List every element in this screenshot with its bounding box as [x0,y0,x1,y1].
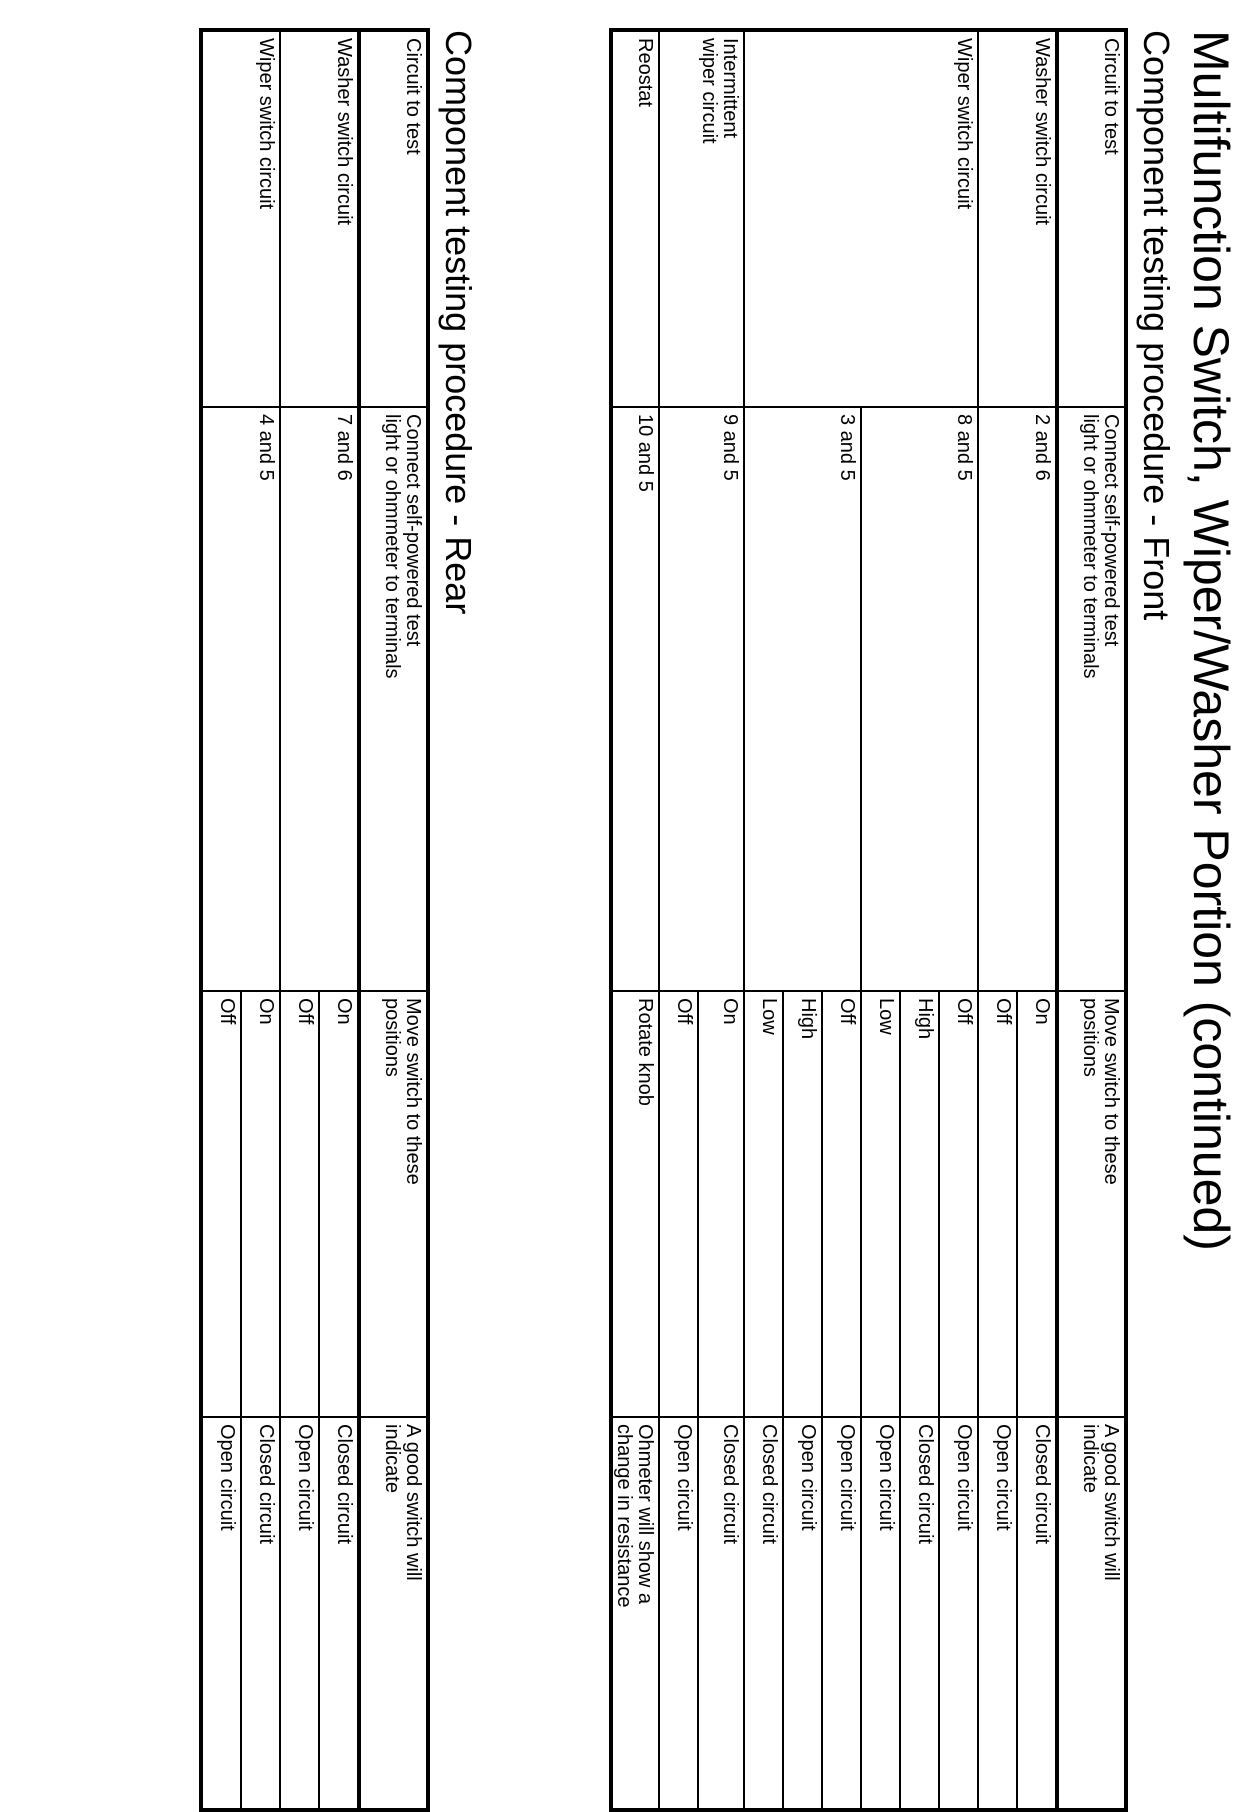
rear-testing-table [199,28,430,1812]
circuit-cell [783,30,822,407]
table-row [698,30,744,1810]
column-header: Move switch to these positions [359,991,428,1417]
table-row [280,30,319,1810]
column-header: Connect self-powered test light or ohmmeter to terminals [1057,407,1126,991]
circuit-cell [822,30,861,407]
circuit-cell: Reostat [611,30,659,407]
result-cell: Open circuit [861,1417,900,1810]
result-cell: Open circuit [201,1417,241,1810]
terminals-cell [201,407,241,991]
result-cell: Open circuit [822,1417,861,1810]
position-cell: High [900,991,939,1417]
terminals-cell [900,407,939,991]
terminals-cell [861,407,900,991]
result-cell: Closed circuit [1017,1417,1057,1810]
table-row [822,30,861,1810]
table-row [241,30,280,1810]
result-cell: Closed circuit [900,1417,939,1810]
table-header-row [359,30,428,1810]
front-testing-table [609,28,1128,1812]
column-header: A good switch will indicate [359,1417,428,1810]
page-title: Multifunction Switch, Wiper/Washer Portion (continued) [1183,30,1239,1251]
column-header: Circuit to test [359,30,428,407]
table-row [939,30,978,1810]
column-header: Circuit to test [1057,30,1126,407]
circuit-cell: Washer switch circuit [319,30,359,407]
result-cell: Open circuit [978,1417,1017,1810]
table-row [659,30,698,1810]
circuit-cell [744,30,783,407]
terminals-cell: 2 and 6 [1017,407,1057,991]
table-row [978,30,1017,1810]
circuit-cell [978,30,1017,407]
result-cell: Open circuit [939,1417,978,1810]
position-cell: Low [744,991,783,1417]
result-cell: Open circuit [280,1417,319,1810]
table-row [611,30,659,1810]
position-cell: Off [939,991,978,1417]
position-cell: Off [659,991,698,1417]
table-row [861,30,900,1810]
circuit-cell [280,30,319,407]
position-cell: Off [978,991,1017,1417]
circuit-cell [861,30,900,407]
circuit-cell [201,30,241,407]
rear-section-heading: Component testing procedure - Rear [438,30,479,615]
circuit-cell [659,30,698,407]
table-header-row [1057,30,1126,1810]
terminals-cell [978,407,1017,991]
circuit-cell: Wiper switch circuit [241,30,280,407]
circuit-cell: Washer switch circuit [1017,30,1057,407]
position-cell: Off [280,991,319,1417]
terminals-cell: 9 and 5 [698,407,744,991]
circuit-cell [900,30,939,407]
circuit-cell: Wiper switch circuit [939,30,978,407]
result-cell: Open circuit [783,1417,822,1810]
position-cell: High [783,991,822,1417]
column-header: A good switch will indicate [1057,1417,1126,1810]
position-cell: Off [822,991,861,1417]
table-row [900,30,939,1810]
result-cell: Closed circuit [698,1417,744,1810]
position-cell: On [1017,991,1057,1417]
table-row [783,30,822,1810]
front-section-heading: Component testing procedure - Front [1136,30,1177,621]
table-row [744,30,783,1810]
position-cell: On [319,991,359,1417]
column-header: Connect self-powered test light or ohmmeter to terminals [359,407,428,991]
terminals-cell: 4 and 5 [241,407,280,991]
terminals-cell [280,407,319,991]
circuit-cell: Intermittent wiper circuit [698,30,744,407]
result-cell: Closed circuit [241,1417,280,1810]
result-cell: Closed circuit [319,1417,359,1810]
terminals-cell: 8 and 5 [939,407,978,991]
result-cell: Open circuit [659,1417,698,1810]
position-cell: On [241,991,280,1417]
terminals-cell [744,407,783,991]
result-cell: Ohmeter will show a change in resistance [611,1417,659,1810]
position-cell: Rotate knob [611,991,659,1417]
position-cell: Low [861,991,900,1417]
terminals-cell [659,407,698,991]
column-header: Move switch to these positions [1057,991,1126,1417]
table-row [201,30,241,1810]
table-row [319,30,359,1810]
position-cell: Off [201,991,241,1417]
table-row [1017,30,1057,1810]
terminals-cell: 3 and 5 [822,407,861,991]
terminals-cell [783,407,822,991]
terminals-cell: 7 and 6 [319,407,359,991]
result-cell: Closed circuit [744,1417,783,1810]
position-cell: On [698,991,744,1417]
terminals-cell: 10 and 5 [611,407,659,991]
